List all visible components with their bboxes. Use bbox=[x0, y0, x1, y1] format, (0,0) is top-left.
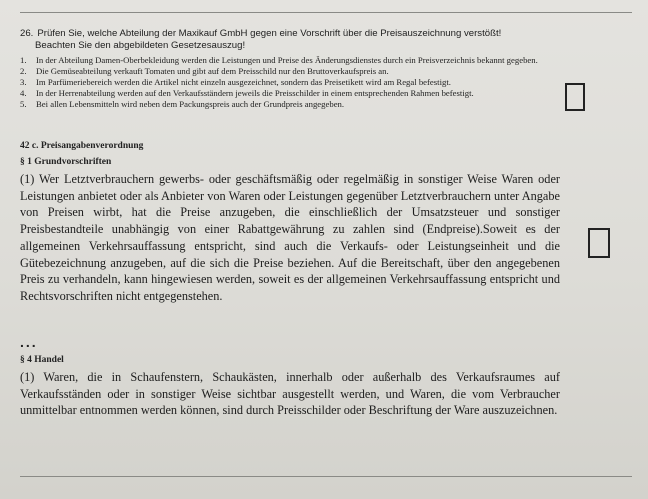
answer-option bbox=[20, 66, 580, 77]
section-1-paragraph: (1) Wer Letztverbrauchern gewerbs- oder geschäftsmäßig oder regelmäßig in sonstiger Weise Waren oder Leistungen anbietet oder als Anbieter von Waren oder Leistungen gegenüber Letztverbrauchern unter Angabe von Preisen wirbt, hat die Preise anzugeben, die einschließlich der Umsatzsteuer und sonstiger Preisbestandteile unabhängig von einer Rabattgewährung zu zahlen sind (Endpreise).Soweit es der allgemeinen Verkehrsauffassung entspricht, sind auch die Verkaufs- oder Leistungseinheit und die Gütebezeichnung anzugeben, auf die sich die Preise beziehen. Auf die Bereitschaft, über den angegebenen Preis zu verhandeln, kann hingewiesen werden, soweit es der allgemeinen Verkehrsauffassung entspricht und Rechtsvorschriften nicht entgegenstehen. bbox=[20, 172, 560, 303]
question-header bbox=[20, 28, 630, 52]
law-title: 42 c. Preisangabenverordnung bbox=[20, 141, 144, 151]
answer-options bbox=[20, 55, 580, 110]
answer-box-2[interactable] bbox=[588, 228, 610, 258]
bottom-divider bbox=[20, 476, 632, 477]
answer-option bbox=[20, 55, 580, 66]
option-text: In der Herrenabteilung werden auf den Verkaufsständern jeweils die Preisschilder in einem entsprechenden Rahmen befestigt. bbox=[36, 88, 474, 98]
section-4-heading: § 4 Handel bbox=[20, 355, 64, 365]
option-text: Bei allen Lebensmitteln wird neben dem Packungspreis auch der Grundpreis angegeben. bbox=[36, 99, 345, 109]
section-4-paragraph: (1) Waren, die in Schaufenstern, Schaukästen, innerhalb oder außerhalb des Verkaufsraumes auf Verkaufsständen oder in sonstiger Weise sichtbar ausgestellt werden, und Waren, die vom Verbraucher unmittelbar entnommen werden können, sind durch Preisschilder oder Beschriftung der Ware auszuzeichnen. bbox=[20, 370, 560, 418]
answer-option bbox=[20, 99, 580, 110]
question-instruction: Beachten Sie den abgebildeten Gesetzesauszug! bbox=[35, 40, 246, 51]
option-number: 4. bbox=[20, 88, 27, 98]
option-number: 3. bbox=[20, 77, 27, 87]
option-number: 5. bbox=[20, 99, 27, 109]
option-number: 1. bbox=[20, 55, 27, 65]
option-text: Die Gemüseabteilung verkauft Tomaten und gibt auf dem Preisschild nur den Bruttoverkaufspreis an. bbox=[36, 66, 389, 76]
top-divider bbox=[20, 12, 632, 13]
answer-option bbox=[20, 77, 580, 88]
question-text: Prüfen Sie, welche Abteilung der Maxikauf GmbH gegen eine Vorschrift über die Preisauszeichnung verstößt! bbox=[37, 28, 502, 39]
section-1-heading: § 1 Grundvorschriften bbox=[20, 157, 112, 167]
omission-ellipsis: ... bbox=[20, 334, 38, 350]
answer-option bbox=[20, 88, 580, 99]
option-text: In der Abteilung Damen-Oberbekleidung werden die Leistungen und Preise des Änderungsdienstes durch ein Preisverzeichnis bekannt gegeben. bbox=[36, 55, 538, 65]
answer-box-1[interactable] bbox=[565, 83, 585, 111]
option-number: 2. bbox=[20, 66, 27, 76]
question-number: 26. bbox=[20, 28, 34, 39]
option-text: Im Parfümeriebereich werden die Artikel nicht einzeln ausgezeichnet, sondern das Preisetikett wird am Regal befestigt. bbox=[36, 77, 451, 87]
